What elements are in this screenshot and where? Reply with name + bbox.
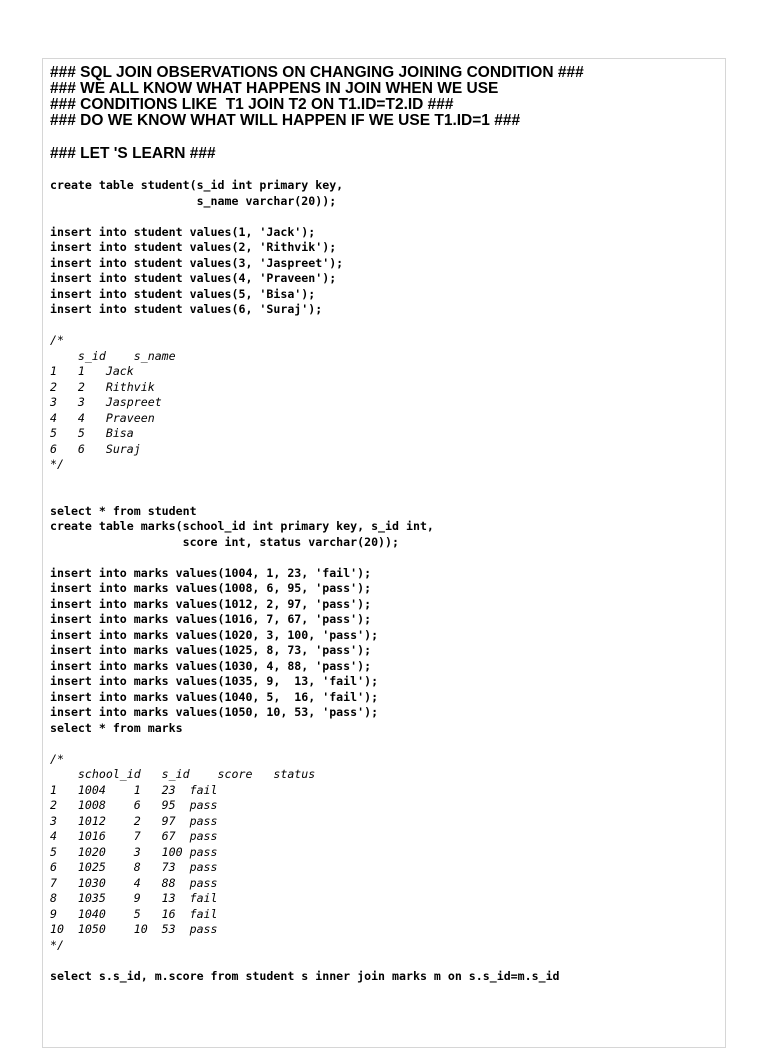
comment-line: 10 1050 10 53 pass [50, 922, 218, 936]
code-line: insert into marks values(1030, 4, 88, 'pass'); [50, 658, 372, 673]
code-line: insert into marks values(1040, 5, 16, 'fail'); [50, 689, 379, 704]
code-line: insert into marks values(1025, 8, 73, 'pass'); [50, 643, 372, 657]
comment-line: s_id s_name [50, 348, 176, 363]
comment-line: 6 1025 8 73 pass [50, 860, 218, 874]
code-line: insert into student values(3, 'Jaspreet'); [50, 255, 344, 270]
title-line-2: ### WE ALL KNOW WHAT HAPPENS IN JOIN WHEN WE USE [50, 80, 499, 97]
learn-heading: ### LET 'S LEARN ### [50, 145, 216, 162]
insert-marks-block [50, 566, 725, 737]
code-line: insert into student values(4, 'Praveen'); [50, 271, 337, 285]
code-line: select * from marks [50, 720, 183, 735]
comment-line: 4 4 Praveen [50, 410, 155, 425]
comment-line: */ [50, 937, 64, 952]
comment-line: 9 1040 5 16 fail [50, 906, 218, 921]
comment-line: 6 6 Suraj [50, 441, 141, 456]
code-line: insert into student values(6, 'Suraj'); [50, 302, 323, 316]
final-query-block [50, 969, 725, 985]
title-line-4: ### DO WE KNOW WHAT WILL HAPPEN IF WE USE T1.ID=1 ### [50, 112, 521, 129]
comment-line: 5 1020 3 100 pass [50, 844, 218, 859]
code-line: create table student(s_id int primary key, [50, 178, 344, 192]
document-page [42, 58, 726, 1048]
code-line: score int, status varchar(20)); [50, 534, 400, 549]
title-line-3: ### CONDITIONS LIKE T1 JOIN T2 ON T1.ID=T2.ID ### [50, 96, 454, 113]
code-line: select s.s_id, m.score from student s inner join marks m on s.s_id=m.s_id [50, 968, 560, 983]
code-line: create table marks(school_id int primary key, s_id int, [50, 519, 434, 533]
code-line: insert into student values(1, 'Jack'); [50, 224, 316, 239]
comment-line: 1 1004 1 23 fail [50, 782, 218, 797]
comment-line: /* [50, 751, 64, 766]
code-line: insert into student values(2, 'Rithvik'); [50, 240, 337, 254]
code-line: insert into marks values(1016, 7, 67, 'pass'); [50, 612, 372, 626]
code-line: insert into marks values(1012, 2, 97, 'pass'); [50, 596, 372, 611]
comment-line: /* [50, 333, 64, 347]
code-line: insert into marks values(1008, 6, 95, 'pass'); [50, 581, 372, 595]
student-result-comment [50, 333, 725, 473]
comment-line: 8 1035 9 13 fail [50, 891, 218, 905]
comment-line: 1 1 Jack [50, 364, 134, 378]
code-line: select * from student [50, 503, 197, 518]
code-line: insert into marks values(1035, 9, 13, 'fail'); [50, 674, 379, 688]
comment-line: 3 3 Jaspreet [50, 395, 162, 409]
code-line: insert into student values(5, 'Bisa'); [50, 286, 316, 301]
comment-line: 3 1012 2 97 pass [50, 813, 218, 828]
comment-line: 4 1016 7 67 pass [50, 829, 218, 843]
code-line: s_name varchar(20)); [50, 193, 337, 208]
comment-line: school_id s_id score status [50, 767, 316, 781]
code-line: insert into marks values(1050, 10, 53, 'pass'); [50, 705, 379, 719]
code-line: insert into marks values(1020, 3, 100, 'pass'); [50, 627, 379, 642]
create-marks-block [50, 504, 725, 551]
comment-line: 7 1030 4 88 pass [50, 875, 218, 890]
code-line: insert into marks values(1004, 1, 23, 'fail'); [50, 565, 372, 580]
marks-result-comment [50, 752, 725, 954]
comment-line: 2 2 Rithvik [50, 379, 155, 394]
insert-student-block [50, 225, 725, 318]
comment-line: 5 5 Bisa [50, 426, 134, 440]
comment-line: */ [50, 457, 64, 471]
title-line-1: ### SQL JOIN OBSERVATIONS ON CHANGING JOINING CONDITION ### [50, 64, 584, 81]
comment-line: 2 1008 6 95 pass [50, 798, 218, 812]
create-student-block [50, 178, 725, 209]
